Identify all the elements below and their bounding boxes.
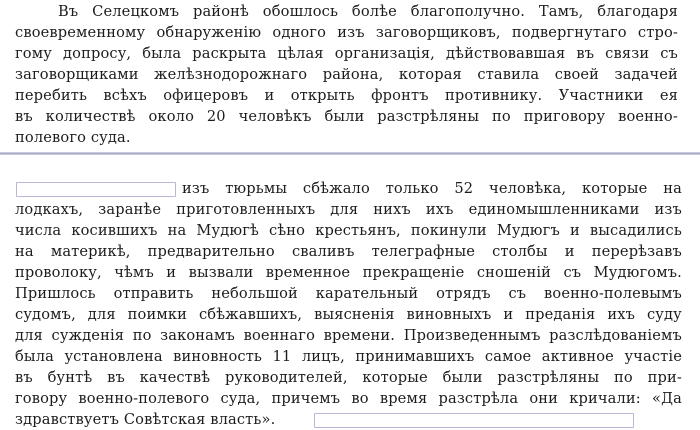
word: была <box>15 348 54 365</box>
word: въ <box>15 369 33 386</box>
word: Селецкомъ <box>92 3 180 20</box>
word: время <box>379 390 428 407</box>
word: на <box>15 243 34 260</box>
word: количествѣ <box>45 108 136 125</box>
word: военно-полевымъ <box>544 285 682 302</box>
word: изъ <box>182 180 210 197</box>
word: обнаруженію <box>156 24 262 41</box>
word: раскрыта <box>192 45 267 62</box>
word: военно-полевого <box>78 390 210 407</box>
word: желѣзнодорожнаго <box>154 66 308 83</box>
text-line <box>15 305 682 325</box>
word: ставила <box>477 66 540 83</box>
word: подвергнутаго <box>511 24 627 41</box>
word: суду <box>646 306 682 323</box>
word: небольшой <box>211 285 298 302</box>
word: столбы <box>492 243 548 260</box>
word: кричали: <box>569 390 641 407</box>
word: военно- <box>618 108 678 125</box>
word: приговору <box>523 108 606 125</box>
word: суда, <box>220 390 261 407</box>
word: нихъ <box>373 201 411 218</box>
text-line <box>15 326 682 346</box>
word: болѣе <box>351 3 397 20</box>
word: сѣно <box>269 222 306 239</box>
word: и <box>564 243 575 260</box>
text-line <box>182 179 682 199</box>
word: лицъ, <box>301 348 345 365</box>
text-line <box>15 221 682 241</box>
word: изъ <box>337 24 365 41</box>
word: разстрѣла <box>438 390 519 407</box>
text-line <box>15 23 678 43</box>
word: гому <box>15 45 52 62</box>
word: судомъ, <box>15 306 76 323</box>
word: благополучно. <box>410 3 526 20</box>
word: «Да <box>651 390 682 407</box>
word: стро- <box>637 24 678 41</box>
text-line <box>15 263 682 283</box>
word: открыть <box>290 87 355 104</box>
word: поимки <box>127 306 187 323</box>
word: всѣхъ <box>103 87 147 104</box>
word: участіе <box>624 348 682 365</box>
word: и <box>166 264 177 281</box>
word: съ <box>508 285 527 302</box>
word: по <box>132 327 152 344</box>
word: при- <box>647 369 682 386</box>
word: въ <box>15 108 33 125</box>
text-line <box>15 242 682 262</box>
word: изъ <box>654 201 682 218</box>
text-line <box>15 107 678 127</box>
word: законамъ <box>160 327 235 344</box>
word: сбѣжавшихъ, <box>198 306 303 323</box>
word: разстрѣляны <box>497 369 600 386</box>
word: человѣка, <box>489 180 567 197</box>
word: заранѣе <box>98 201 162 218</box>
word: во <box>351 390 369 407</box>
word: сваливъ <box>291 243 355 260</box>
word: Пришлось <box>15 285 96 302</box>
word: активное <box>541 348 614 365</box>
word: фронтъ <box>371 87 429 104</box>
word: противнику. <box>445 87 543 104</box>
word: временное <box>265 264 351 281</box>
text-line <box>58 2 678 22</box>
word: прекращеніе <box>362 264 465 281</box>
word: причемъ <box>271 390 341 407</box>
word: качествѣ <box>139 369 211 386</box>
word: по <box>492 108 511 125</box>
word: ихъ <box>425 201 454 218</box>
word: телеграфные <box>371 243 476 260</box>
word: для <box>330 201 359 218</box>
word: предварительно <box>147 243 275 260</box>
word: заговорщиковъ, <box>375 24 501 41</box>
word: сношеній <box>476 264 552 281</box>
text-line: полевого суда. <box>15 129 131 146</box>
word: Въ <box>58 3 79 20</box>
word: числа <box>15 222 62 239</box>
word: Мудюгѣ <box>196 222 259 239</box>
word: организація, <box>334 45 435 62</box>
word: преданія <box>525 306 596 323</box>
word: времени. <box>323 327 396 344</box>
word: разслѣдованіемъ <box>549 327 682 344</box>
text-line <box>15 200 682 220</box>
word: одного <box>272 24 327 41</box>
word: высадились <box>589 222 682 239</box>
word: отрядъ <box>436 285 491 302</box>
text-line <box>15 86 678 106</box>
word: благодаря <box>597 3 678 20</box>
word: по <box>614 369 633 386</box>
word: бунтѣ <box>47 369 93 386</box>
word: ихъ <box>607 306 636 323</box>
word: районѣ <box>192 3 249 20</box>
word: Тамъ, <box>538 3 584 20</box>
word: сужденія <box>51 327 125 344</box>
word: принимавшихъ <box>355 348 475 365</box>
word: разстрѣляны <box>377 108 480 125</box>
word: въ <box>107 369 125 386</box>
word: 11 <box>272 348 292 365</box>
word: Мудюгъ <box>496 222 560 239</box>
word: которые <box>581 180 648 197</box>
word: района, <box>322 66 384 83</box>
text-line <box>15 44 678 64</box>
word: самое <box>484 348 532 365</box>
word: своей <box>554 66 600 83</box>
word: Участники <box>558 87 644 104</box>
word: отправить <box>113 285 194 302</box>
text-line <box>15 347 682 367</box>
word: говору <box>15 390 68 407</box>
word: съ <box>563 264 582 281</box>
word: они <box>529 390 559 407</box>
word: ея <box>659 87 678 104</box>
word: лодкахъ, <box>15 201 84 218</box>
word: человѣкъ <box>238 108 312 125</box>
word: обошлось <box>262 3 339 20</box>
word: сбѣжало <box>302 180 370 197</box>
word: съ <box>660 45 678 62</box>
word: задачей <box>614 66 678 83</box>
word: только <box>385 180 439 197</box>
word: которые <box>362 369 428 386</box>
word: вызвали <box>188 264 254 281</box>
word: которая <box>398 66 462 83</box>
text-line <box>15 368 682 388</box>
word: Произведеннымъ <box>403 327 541 344</box>
word: для <box>15 327 43 344</box>
word: косившихъ <box>71 222 158 239</box>
word: заговорщиками <box>15 66 139 83</box>
word: дѣйствовавшая <box>446 45 566 62</box>
word: допросу, <box>63 45 132 62</box>
word: 20 <box>206 108 226 125</box>
text-line <box>15 284 682 304</box>
word: на <box>663 180 682 197</box>
word: военнаго <box>243 327 316 344</box>
word: крестьянъ, <box>315 222 401 239</box>
word: 52 <box>454 180 474 197</box>
word: приготовленныхъ <box>176 201 316 218</box>
word: связи <box>605 45 650 62</box>
word: установлена <box>64 348 163 365</box>
word: единомышленниками <box>468 201 640 218</box>
redaction-box <box>16 182 176 197</box>
text-line <box>15 389 682 409</box>
word: перебить <box>15 87 88 104</box>
word: материкѣ, <box>50 243 131 260</box>
word: Мудюгомъ. <box>593 264 682 281</box>
word: цѣлая <box>277 45 324 62</box>
word: около <box>148 108 195 125</box>
word: покинули <box>410 222 487 239</box>
word: тюрьмы <box>225 180 288 197</box>
word: руководителей, <box>225 369 348 386</box>
word: офицеровъ <box>163 87 249 104</box>
text-line: здравствуетъ Совѣтская власть». <box>15 411 276 428</box>
word: своевременному <box>15 24 146 41</box>
word: были <box>324 108 365 125</box>
word: перерѣзавъ <box>591 243 682 260</box>
word: въ <box>576 45 595 62</box>
word: выясненія <box>314 306 395 323</box>
word: карательный <box>315 285 419 302</box>
word: чѣмъ <box>114 264 154 281</box>
word: и <box>503 306 514 323</box>
word: и <box>264 87 275 104</box>
word: виновность <box>173 348 263 365</box>
word: и <box>569 222 580 239</box>
word: для <box>87 306 116 323</box>
text-line <box>15 65 678 85</box>
section-divider <box>0 152 700 155</box>
word: виновныхъ <box>406 306 492 323</box>
word: проволоку, <box>15 264 102 281</box>
word: была <box>142 45 182 62</box>
word: на <box>167 222 187 239</box>
redaction-box <box>314 413 634 428</box>
word: были <box>442 369 483 386</box>
